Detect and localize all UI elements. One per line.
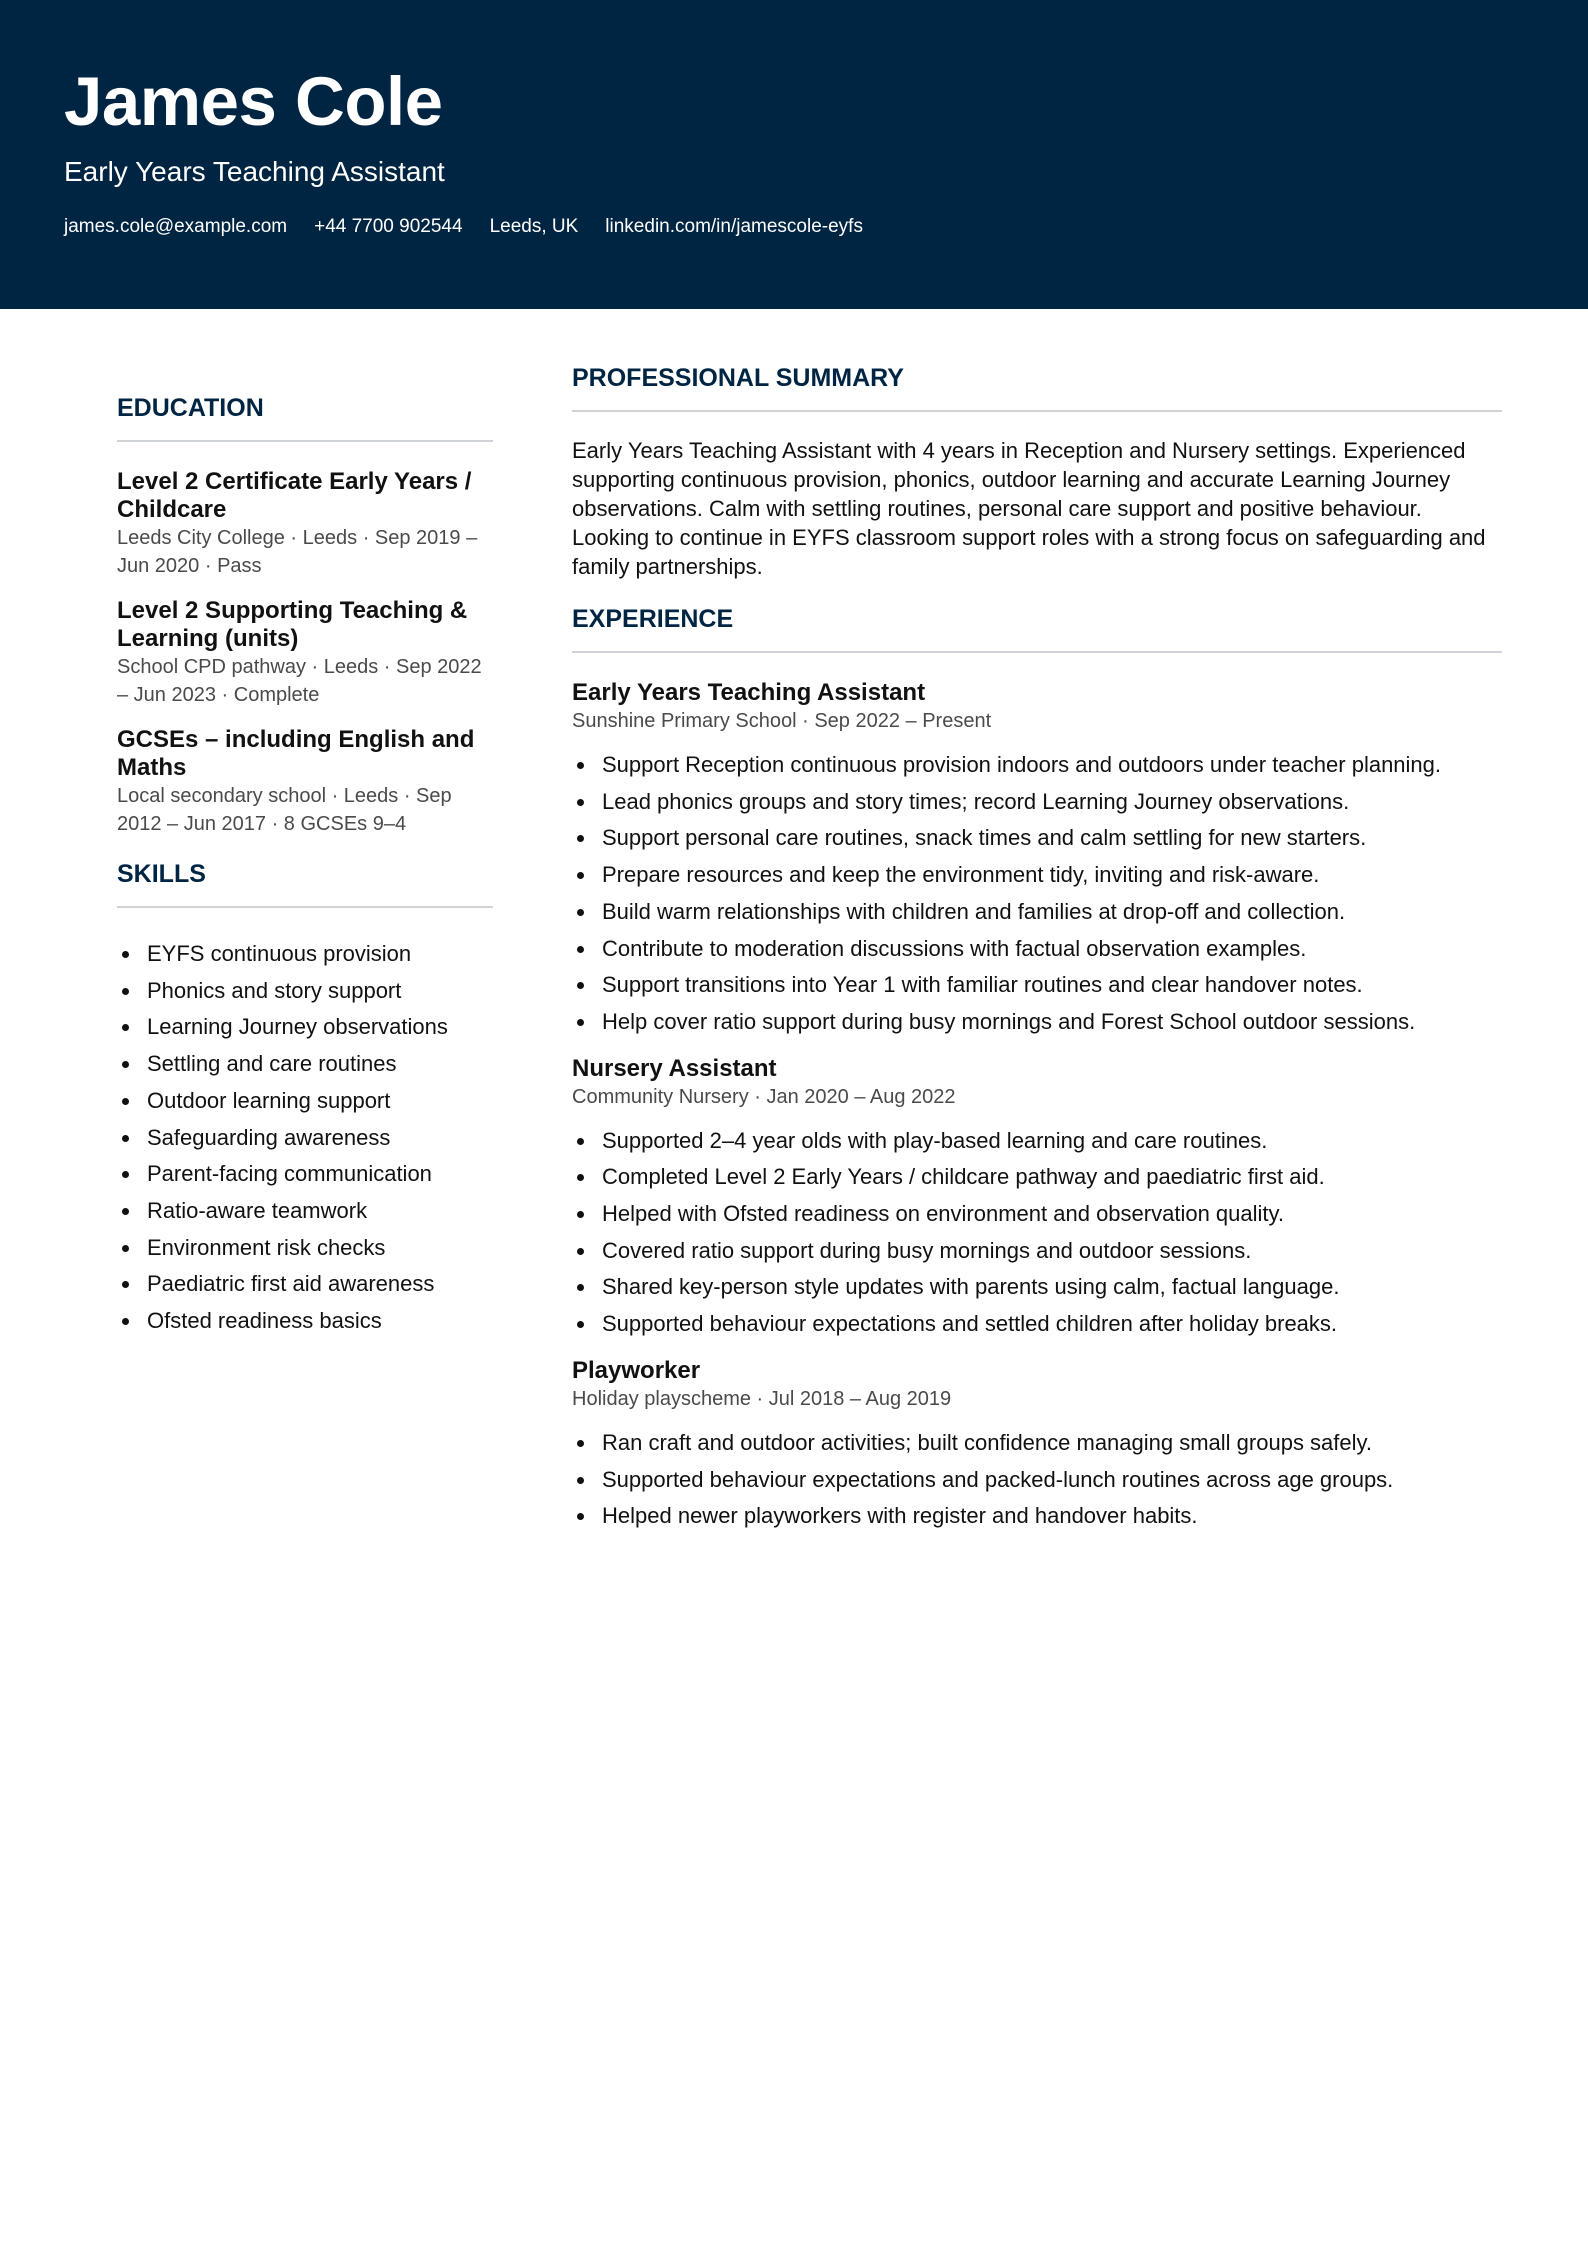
job-bullet: Ran craft and outdoor activities; built confidence managing small groups safely. [572, 1425, 1502, 1462]
education-meta: Local secondary school · Leeds · Sep 2012 – Jun 2017 · 8 GCSEs 9–4 [117, 785, 452, 835]
education-meta: School CPD pathway · Leeds · Sep 2022 – Jun 2023 · Complete [117, 656, 482, 706]
job-bullet: Completed Level 2 Early Years / childcare pathway and paediatric first aid. [572, 1159, 1502, 1196]
job-entry [572, 679, 1502, 1041]
education-item [117, 468, 493, 580]
job-bullet: Support personal care routines, snack times and calm settling for new starters. [572, 820, 1502, 857]
job-title: Early Years Teaching Assistant [64, 156, 445, 187]
job-bullet: Contribute to moderation discussions with factual observation examples. [572, 931, 1502, 968]
job-bullet: Lead phonics groups and story times; record Learning Journey observations. [572, 784, 1502, 821]
skill-item: Ofsted readiness basics [117, 1303, 493, 1340]
skill-item: Settling and care routines [117, 1046, 493, 1083]
job-entry-title: Nursery Assistant [572, 1054, 777, 1082]
skill-item: EYFS continuous provision [117, 936, 493, 973]
education-heading: EDUCATION [117, 390, 493, 442]
skill-item: Paediatric first aid awareness [117, 1266, 493, 1303]
skill-item: Learning Journey observations [117, 1009, 493, 1046]
summary-heading: PROFESSIONAL SUMMARY [572, 360, 1502, 412]
email-link[interactable]: james.cole@example.com [64, 216, 288, 237]
job-bullet: Supported behaviour expectations and packed-lunch routines across age groups. [572, 1462, 1502, 1499]
education-item [117, 597, 493, 709]
skill-item: Safeguarding awareness [117, 1120, 493, 1157]
resume-header [0, 0, 1588, 309]
job-bullets [572, 1425, 1502, 1535]
education-meta: Leeds City College · Leeds · Sep 2019 – Jun 2020 · Pass [117, 527, 478, 577]
phone-number[interactable]: +44 7700 902544 [314, 216, 463, 237]
education-title: Level 2 Certificate Early Years / Childcare [117, 468, 472, 523]
job-bullet: Build warm relationships with children and families at drop-off and collection. [572, 894, 1502, 931]
job-bullets [572, 747, 1502, 1041]
job-entry [572, 1055, 1502, 1343]
education-title: Level 2 Supporting Teaching & Learning (units) [117, 597, 468, 652]
candidate-name: James Cole [64, 63, 443, 140]
location: Leeds, UK [489, 216, 579, 237]
job-bullet: Helped newer playworkers with register and handover habits. [572, 1498, 1502, 1535]
education-title: GCSEs – including English and Maths [117, 726, 475, 781]
linkedin-link[interactable]: linkedin.com/in/jamescole-eyfs [605, 216, 863, 237]
job-bullet: Supported behaviour expectations and settled children after holiday breaks. [572, 1306, 1502, 1343]
job-bullet: Shared key-person style updates with parents using calm, factual language. [572, 1269, 1502, 1306]
skill-item: Parent-facing communication [117, 1156, 493, 1193]
skill-item: Outdoor learning support [117, 1083, 493, 1120]
job-entry-title: Playworker [572, 1356, 701, 1384]
education-item [117, 726, 493, 838]
experience-heading: EXPERIENCE [572, 601, 1502, 653]
job-entry-title: Early Years Teaching Assistant [572, 679, 926, 706]
job-bullet: Prepare resources and keep the environment tidy, inviting and risk-aware. [572, 857, 1502, 894]
education-list [117, 468, 493, 838]
skill-item: Phonics and story support [117, 973, 493, 1010]
main-column [572, 360, 1502, 1535]
job-entry-meta: Sunshine Primary School · Sep 2022 – Present [572, 710, 992, 732]
job-entry-meta: Community Nursery · Jan 2020 – Aug 2022 [572, 1085, 956, 1108]
skill-item: Environment risk checks [117, 1230, 493, 1267]
job-bullet: Supported 2–4 year olds with play-based learning and care routines. [572, 1123, 1502, 1160]
summary-text: Early Years Teaching Assistant with 4 years in Reception and Nursery settings. Experienced supporting continuous provision, phonics, outdoor learning and accurate Learning Journey observations. Calm with settling routines, personal care support and positive behaviour. Looking to continue in EYFS classroom support roles with a strong focus on safeguarding and family partnerships. [572, 438, 1486, 579]
job-bullet: Helped with Ofsted readiness on environment and observation quality. [572, 1196, 1502, 1233]
sidebar [117, 390, 493, 1340]
job-bullet: Support transitions into Year 1 with familiar routines and clear handover notes. [572, 967, 1502, 1004]
job-entry [572, 1357, 1502, 1535]
job-bullets [572, 1123, 1502, 1343]
skill-item: Ratio-aware teamwork [117, 1193, 493, 1230]
job-entry-meta: Holiday playscheme · Jul 2018 – Aug 2019 [572, 1387, 952, 1410]
job-bullet: Covered ratio support during busy mornings and outdoor sessions. [572, 1233, 1502, 1270]
job-bullet: Help cover ratio support during busy mornings and Forest School outdoor sessions. [572, 1004, 1502, 1041]
skills-list [117, 936, 493, 1340]
job-bullet: Support Reception continuous provision indoors and outdoors under teacher planning. [572, 747, 1502, 784]
skills-heading: SKILLS [117, 856, 493, 908]
contact-line [64, 213, 863, 241]
